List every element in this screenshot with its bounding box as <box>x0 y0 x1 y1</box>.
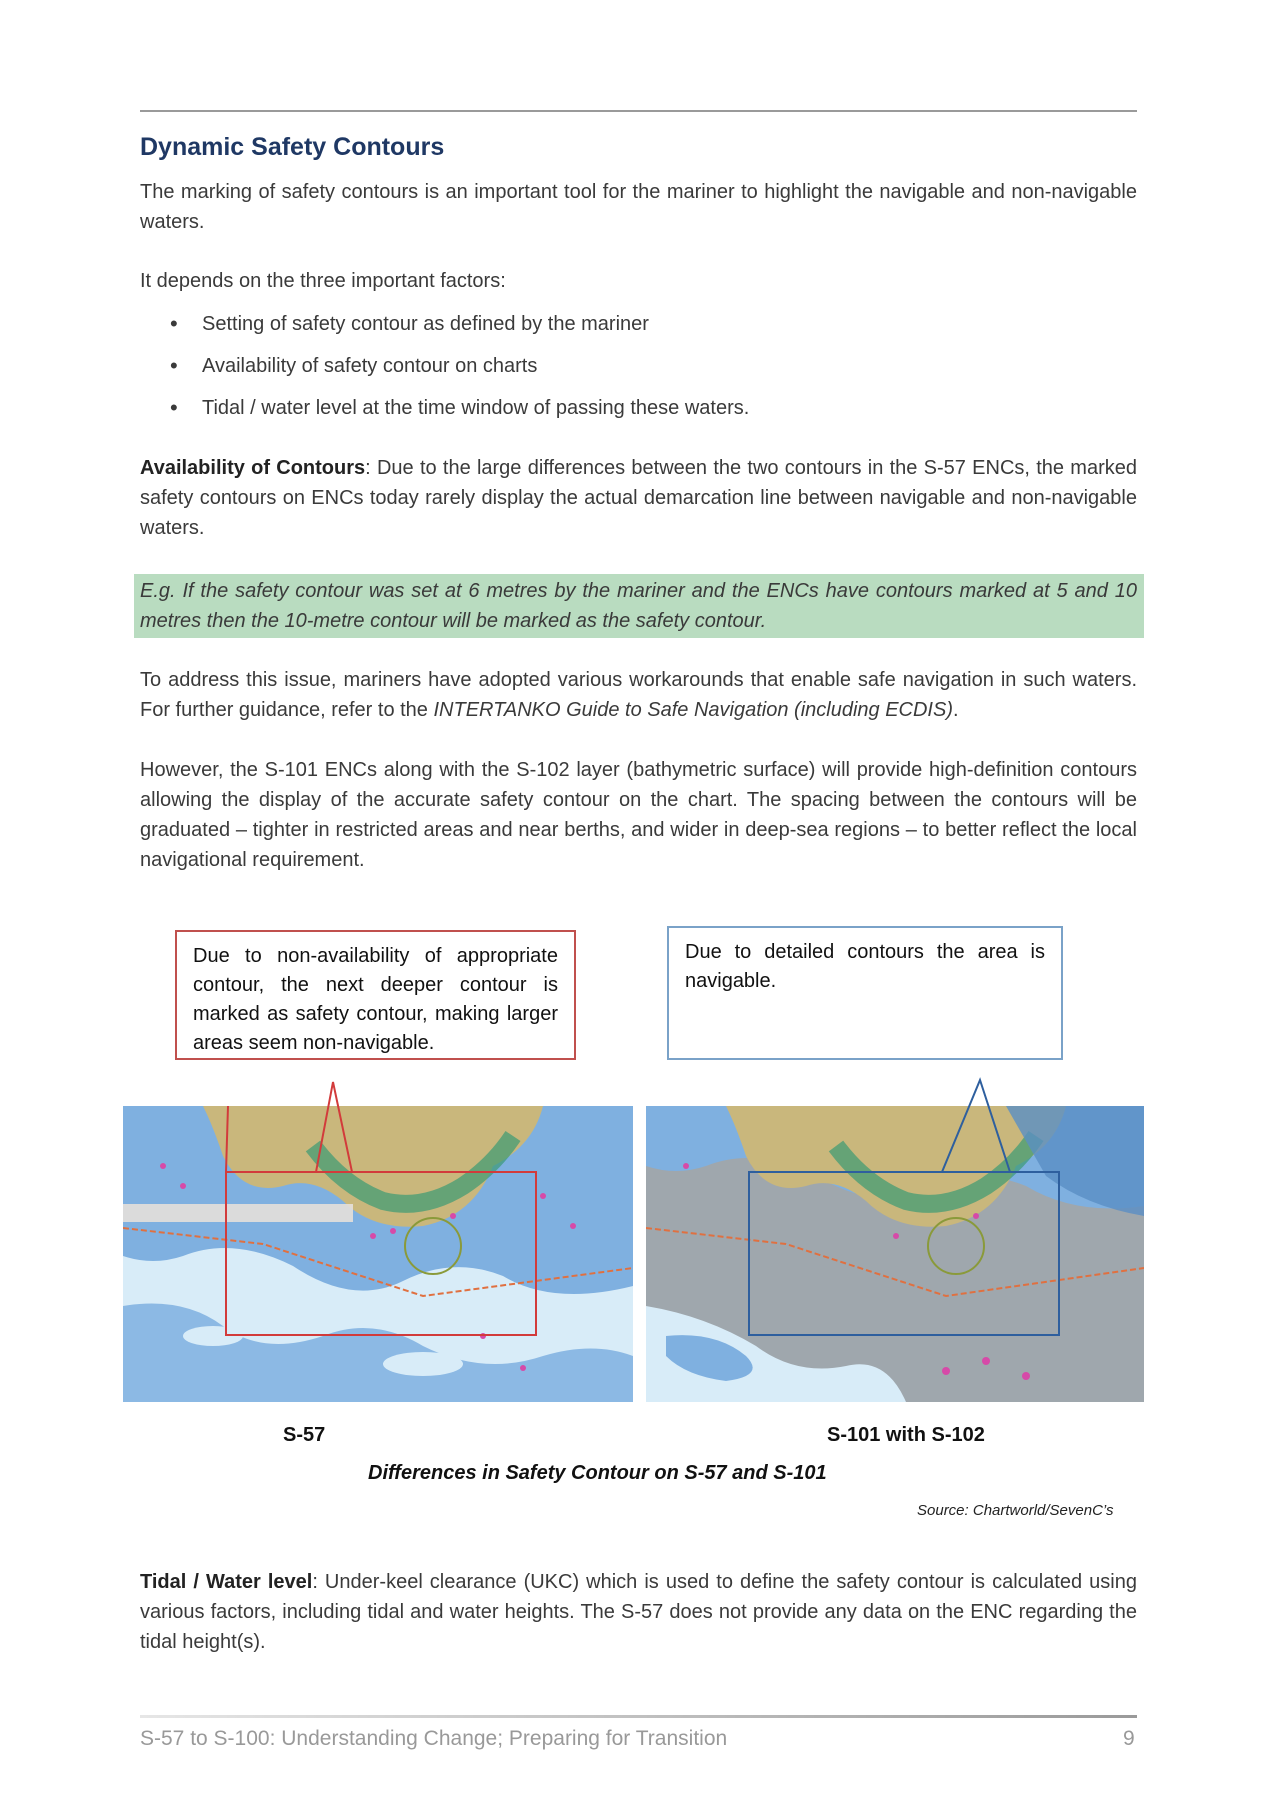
top-rule <box>140 110 1137 112</box>
bottom-rule <box>140 1715 1137 1718</box>
workaround-paragraph <box>140 665 1137 725</box>
workaround-end: . <box>952 699 959 721</box>
label-s57: S-57 <box>283 1424 326 1446</box>
tidal-paragraph <box>140 1567 1137 1657</box>
figure-caption: Differences in Safety Contour on S-57 and S-101 <box>368 1462 827 1484</box>
guide-reference: INTERTANKO Guide to Safe Navigation (including ECDIS) <box>433 699 953 721</box>
factors-list <box>170 309 749 435</box>
s101-paragraph: However, the S-101 ENCs along with the S-102 layer (bathymetric surface) will provide high-definition contours allowing the display of the accurate safety contour on the chart. The spacing between the contours will be graduated – tighter in restricted areas and near berths, and wider in deep-sea regions – to better reflect the local navigational requirement. <box>140 759 1137 871</box>
workaround-text: To address this issue, mariners have adopted various workarounds that enable safe navigation in such waters. For further guidance, refer to the <box>140 669 1137 721</box>
list-item: • Availability of safety contour on charts <box>170 351 749 393</box>
figure-source: Source: Chartworld/SevenC’s <box>917 1502 1114 1519</box>
availability-paragraph <box>140 453 1137 543</box>
label-s101: S-101 with S-102 <box>827 1424 985 1446</box>
availability-heading: Availability of Contours <box>140 457 366 479</box>
list-item: • Tidal / water level at the time window of passing these waters. <box>170 393 749 435</box>
section-title: Dynamic Safety Contours <box>140 133 445 161</box>
s57-chart-image <box>123 1106 633 1402</box>
intro-paragraph: The marking of safety contours is an important tool for the mariner to highlight the navigable and non-navigable waters. <box>140 181 1137 233</box>
factors-lead: It depends on the three important factors: <box>140 270 506 292</box>
callout-left: Due to non-availability of appropriate contour, the next deeper contour is marked as safety contour, making larger areas seem non-navigable. <box>175 930 576 1060</box>
callout-right: Due to detailed contours the area is navigable. <box>667 926 1063 1060</box>
example-text: E.g. If the safety contour was set at 6 metres by the mariner and the ENCs have contours marked at 5 and 10 metres then the 10-metre contour will be marked as the safety contour. <box>140 580 1137 632</box>
tidal-heading: Tidal / Water level <box>140 1571 313 1593</box>
availability-text: : Due to the large differences between the two contours in the S-57 ENCs, the marked safety contours on ENCs today rarely display the actual demarcation line between navigable and non-navigable waters. <box>140 457 1137 539</box>
list-item: • Setting of safety contour as defined by the mariner <box>170 309 749 351</box>
s101-chart-image <box>646 1106 1144 1402</box>
tidal-text: : Under-keel clearance (UKC) which is used to define the safety contour is calculated using various factors, including tidal and water heights. The S-57 does not provide any data on the ENC regarding the tidal height(s). <box>140 1571 1137 1653</box>
footer-title: S-57 to S-100: Understanding Change; Preparing for Transition <box>140 1727 728 1750</box>
page-number: 9 <box>1123 1727 1135 1750</box>
